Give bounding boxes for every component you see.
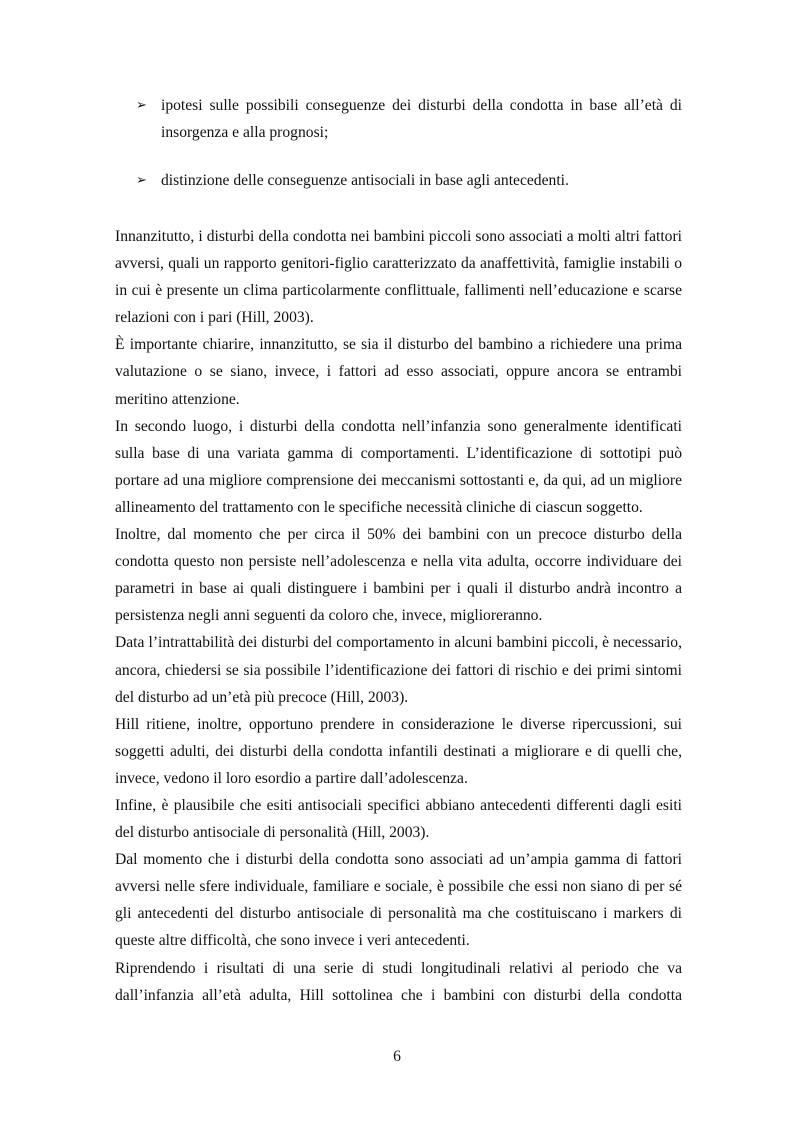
bullet-item	[136, 92, 682, 146]
body-text	[115, 223, 682, 1009]
paragraph: Riprendendo i risultati di una serie di studi longitudinali relativi al periodo che va dall’infanzia all’età adulta, Hill sottolinea che i bambini con disturbi della condotta	[115, 959, 682, 1004]
bullet-text: ipotesi sulle possibili conseguenze dei disturbi della condotta in base all’età di insorgenza e alla prognosi;	[161, 97, 682, 141]
page-number: 6	[393, 1048, 401, 1065]
paragraph: Dal momento che i disturbi della condotta sono associati ad un’ampia gamma di fattori avversi nelle sfere individuale, familiare e sociale, è possibile che essi non siano di per sé gli antecedenti del disturbo antisociale di personalità ma che costituiscano i markers di queste altre difficoltà, che sono invece i veri antecedenti.	[115, 851, 682, 950]
paragraph: Infine, è plausibile che esiti antisociali specifici abbiano antecedenti differenti dagli esiti del disturbo antisociale di personalità (Hill, 2003).	[115, 796, 682, 842]
paragraph: Innanzitutto, i disturbi della condotta nei bambini piccoli sono associati a molti altri fattori avversi, quali un rapporto genitori-figlio caratterizzato da anaffettività, famiglie instabili o in cui è presente un clima particolarmente conflittuale, fallimenti nell’educazione e scarse relazioni con i pari (Hill, 2003).	[115, 228, 682, 327]
paragraph: In secondo luogo, i disturbi della condotta nell’infanzia sono generalmente identificati sulla base di una variata gamma di comportamenti. L’identificazione di sottotipi può portare ad una migliore comprensione dei meccanismi sottostanti e, da qui, ad un migliore allineamento del trattamento con le specifiche necessità cliniche di ciascun soggetto.	[115, 417, 682, 516]
arrow-bullet-icon: ➢	[136, 173, 147, 188]
arrow-bullet-icon: ➢	[136, 98, 147, 113]
bullet-text: distinzione delle conseguenze antisociali in base agli antecedenti.	[161, 172, 569, 189]
paragraph: Data l’intrattabilità dei disturbi del comportamento in alcuni bambini piccoli, è necessario, ancora, chiedersi se sia possibile l’identificazione dei fattori di rischio e dei primi sintomi del disturbo ad un’età più precoce (Hill, 2003).	[115, 634, 682, 706]
paragraph: Inoltre, dal momento che per circa il 50% dei bambini con un precoce disturbo della condotta questo non persiste nell’adolescenza e nella vita adulta, occorre individuare dei parametri in base ai quali distinguere i bambini per i quali il disturbo andrà incontro a persistenza negli anni seguenti da coloro che, invece, miglioreranno.	[115, 526, 682, 625]
bullet-list	[136, 92, 682, 215]
bullet-item	[136, 167, 682, 194]
paragraph: È importante chiarire, innanzitutto, se sia il disturbo del bambino a richiedere una prima valutazione o se siano, invece, i fattori ad esso associati, oppure ancora se entrambi meritino attenzione.	[115, 336, 682, 408]
paragraph: Hill ritiene, inoltre, opportuno prendere in considerazione le diverse ripercussioni, sui soggetti adulti, dei disturbi della condotta infantili destinati a migliorare e di quelli che, invece, vedono il loro esordio a partire dall’adolescenza.	[115, 715, 682, 787]
